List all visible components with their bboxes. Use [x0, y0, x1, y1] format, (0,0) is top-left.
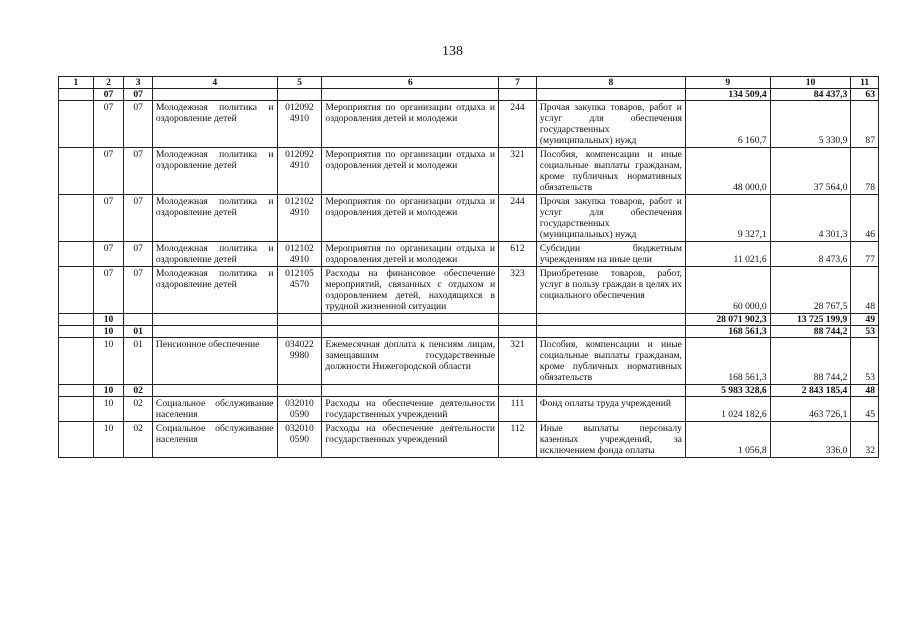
percent-executed: 77	[851, 242, 879, 267]
subsection-name	[152, 314, 277, 326]
target-article	[277, 314, 322, 326]
section-code: 10	[93, 385, 124, 397]
target-article	[277, 385, 322, 397]
table-row	[59, 101, 879, 148]
expense-type-code	[499, 385, 537, 397]
article-name	[322, 385, 499, 397]
article-name: Расходы на обеспечение деятельности государственных учреждений	[322, 397, 499, 422]
target-article: 012105 4570	[277, 267, 322, 314]
percent-executed: 53	[851, 338, 879, 385]
summary-row	[59, 314, 879, 326]
percent-executed: 63	[851, 89, 879, 101]
article-name: Мероприятия по организации отдыха и оздоровления детей и молодежи	[322, 242, 499, 267]
expense-type-name: Фонд оплаты труда учреждений	[536, 397, 685, 422]
subsection-code: 07	[124, 101, 153, 148]
actual-amount: 2 843 185,4	[770, 385, 851, 397]
expense-type-name: Прочая закупка товаров, работ и услуг для обеспечения государственных (муниципальных) нужд	[536, 101, 685, 148]
expense-type-name: Субсидии бюджетным учреждениям на иные цели	[536, 242, 685, 267]
subsection-code	[124, 314, 153, 326]
subsection-name: Молодежная политика и оздоровление детей	[152, 148, 277, 195]
target-article: 034022 9980	[277, 338, 322, 385]
header-cell: 4	[152, 77, 277, 89]
cell-col-1	[59, 89, 94, 101]
expense-type-code	[499, 89, 537, 101]
cell-col-1	[59, 195, 94, 242]
header-cell: 8	[536, 77, 685, 89]
subsection-code: 07	[124, 148, 153, 195]
subsection-name: Молодежная политика и оздоровление детей	[152, 101, 277, 148]
subsection-name: Социальное обслуживание населения	[152, 422, 277, 458]
article-name	[322, 326, 499, 338]
percent-executed: 53	[851, 326, 879, 338]
cell-col-1	[59, 242, 94, 267]
table-row	[59, 195, 879, 242]
header-cell: 11	[851, 77, 879, 89]
subsection-name	[152, 385, 277, 397]
cell-col-1	[59, 422, 94, 458]
subsection-code: 01	[124, 326, 153, 338]
subsection-code: 02	[124, 422, 153, 458]
actual-amount: 5 330,9	[770, 101, 851, 148]
expense-type-code	[499, 326, 537, 338]
article-name: Расходы на финансовое обеспечение мероприятий, связанных с отдыхом и оздоровлением детей, находящихся в трудной жизненной ситуации	[322, 267, 499, 314]
plan-amount: 9 327,1	[685, 195, 770, 242]
section-code: 07	[93, 267, 124, 314]
table-row	[59, 397, 879, 422]
article-name: Мероприятия по организации отдыха и оздоровления детей и молодежи	[322, 101, 499, 148]
cell-col-1	[59, 385, 94, 397]
expense-type-code: 612	[499, 242, 537, 267]
article-name	[322, 89, 499, 101]
article-name: Мероприятия по организации отдыха и оздоровления детей и молодежи	[322, 148, 499, 195]
target-article: 012092 4910	[277, 101, 322, 148]
table-row	[59, 148, 879, 195]
header-cell: 10	[770, 77, 851, 89]
actual-amount: 37 564,0	[770, 148, 851, 195]
cell-col-1	[59, 267, 94, 314]
expense-type-name: Приобретение товаров, работ, услуг в пользу граждан в целях их социального обеспечения	[536, 267, 685, 314]
actual-amount: 8 473,6	[770, 242, 851, 267]
header-cell: 5	[277, 77, 322, 89]
actual-amount: 336,0	[770, 422, 851, 458]
header-cell: 1	[59, 77, 94, 89]
expense-type-code: 323	[499, 267, 537, 314]
article-name: Расходы на обеспечение деятельности государственных учреждений	[322, 422, 499, 458]
subsection-name: Молодежная политика и оздоровление детей	[152, 195, 277, 242]
table-row	[59, 267, 879, 314]
expense-type-code: 244	[499, 195, 537, 242]
expense-type-code: 112	[499, 422, 537, 458]
subsection-code: 02	[124, 385, 153, 397]
article-name: Ежемесячная доплата к пенсиям лицам, замещавшим государственные должности Нижегородской области	[322, 338, 499, 385]
actual-amount: 88 744,2	[770, 338, 851, 385]
table-row	[59, 242, 879, 267]
target-article: 032010 0590	[277, 397, 322, 422]
header-cell: 6	[322, 77, 499, 89]
section-code: 10	[93, 397, 124, 422]
actual-amount: 13 725 199,9	[770, 314, 851, 326]
target-article: 012102 4910	[277, 242, 322, 267]
plan-amount: 60 000,0	[685, 267, 770, 314]
expense-type-code: 244	[499, 101, 537, 148]
section-code: 10	[93, 326, 124, 338]
percent-executed: 87	[851, 101, 879, 148]
actual-amount: 88 744,2	[770, 326, 851, 338]
section-code: 07	[93, 148, 124, 195]
section-code: 07	[93, 101, 124, 148]
expense-type-name: Иные выплаты персоналу казенных учреждений, за исключением фонда оплаты	[536, 422, 685, 458]
cell-col-1	[59, 326, 94, 338]
plan-amount: 28 071 902,3	[685, 314, 770, 326]
actual-amount: 463 726,1	[770, 397, 851, 422]
subsection-name: Социальное обслуживание населения	[152, 397, 277, 422]
expense-type-name	[536, 314, 685, 326]
cell-col-1	[59, 338, 94, 385]
header-row	[59, 77, 879, 89]
percent-executed: 46	[851, 195, 879, 242]
target-article: 012102 4910	[277, 195, 322, 242]
summary-row	[59, 385, 879, 397]
subsection-code: 07	[124, 89, 153, 101]
subsection-name: Молодежная политика и оздоровление детей	[152, 267, 277, 314]
section-code: 07	[93, 89, 124, 101]
expense-type-code	[499, 314, 537, 326]
budget-table	[58, 76, 879, 458]
plan-amount: 5 983 328,6	[685, 385, 770, 397]
plan-amount: 134 509,4	[685, 89, 770, 101]
header-cell: 7	[499, 77, 537, 89]
subsection-code: 07	[124, 195, 153, 242]
percent-executed: 45	[851, 397, 879, 422]
article-name	[322, 314, 499, 326]
actual-amount: 28 767,5	[770, 267, 851, 314]
subsection-code: 02	[124, 397, 153, 422]
expense-type-name: Прочая закупка товаров, работ и услуг для обеспечения государственных (муниципальных) нужд	[536, 195, 685, 242]
cell-col-1	[59, 314, 94, 326]
expense-type-name	[536, 89, 685, 101]
plan-amount: 11 021,6	[685, 242, 770, 267]
plan-amount: 6 160,7	[685, 101, 770, 148]
summary-row	[59, 326, 879, 338]
header-cell: 2	[93, 77, 124, 89]
percent-executed: 78	[851, 148, 879, 195]
cell-col-1	[59, 101, 94, 148]
plan-amount: 168 561,3	[685, 326, 770, 338]
plan-amount: 168 561,3	[685, 338, 770, 385]
target-article	[277, 89, 322, 101]
header-cell: 3	[124, 77, 153, 89]
section-code: 10	[93, 422, 124, 458]
cell-col-1	[59, 148, 94, 195]
subsection-code: 07	[124, 267, 153, 314]
expense-type-code: 321	[499, 338, 537, 385]
expense-type-name	[536, 385, 685, 397]
expense-type-name: Пособия, компенсации и иные социальные выплаты гражданам, кроме публичных нормативных обязательств	[536, 338, 685, 385]
expense-type-name	[536, 326, 685, 338]
summary-row	[59, 89, 879, 101]
percent-executed: 48	[851, 385, 879, 397]
percent-executed: 49	[851, 314, 879, 326]
subsection-code: 07	[124, 242, 153, 267]
target-article: 032010 0590	[277, 422, 322, 458]
subsection-name: Пенсионное обеспечение	[152, 338, 277, 385]
expense-type-code: 111	[499, 397, 537, 422]
subsection-name: Молодежная политика и оздоровление детей	[152, 242, 277, 267]
section-code: 10	[93, 338, 124, 385]
page-number: 138	[442, 44, 463, 59]
table-row	[59, 338, 879, 385]
subsection-name	[152, 326, 277, 338]
subsection-code: 01	[124, 338, 153, 385]
subsection-name	[152, 89, 277, 101]
actual-amount: 84 437,3	[770, 89, 851, 101]
cell-col-1	[59, 397, 94, 422]
section-code: 07	[93, 195, 124, 242]
plan-amount: 48 000,0	[685, 148, 770, 195]
percent-executed: 48	[851, 267, 879, 314]
expense-type-name: Пособия, компенсации и иные социальные выплаты гражданам, кроме публичных нормативных обязательств	[536, 148, 685, 195]
percent-executed: 32	[851, 422, 879, 458]
section-code: 07	[93, 242, 124, 267]
plan-amount: 1 056,8	[685, 422, 770, 458]
article-name: Мероприятия по организации отдыха и оздоровления детей и молодежи	[322, 195, 499, 242]
target-article: 012092 4910	[277, 148, 322, 195]
expense-type-code: 321	[499, 148, 537, 195]
plan-amount: 1 024 182,6	[685, 397, 770, 422]
target-article	[277, 326, 322, 338]
table-row	[59, 422, 879, 458]
section-code: 10	[93, 314, 124, 326]
actual-amount: 4 301,3	[770, 195, 851, 242]
header-cell: 9	[685, 77, 770, 89]
